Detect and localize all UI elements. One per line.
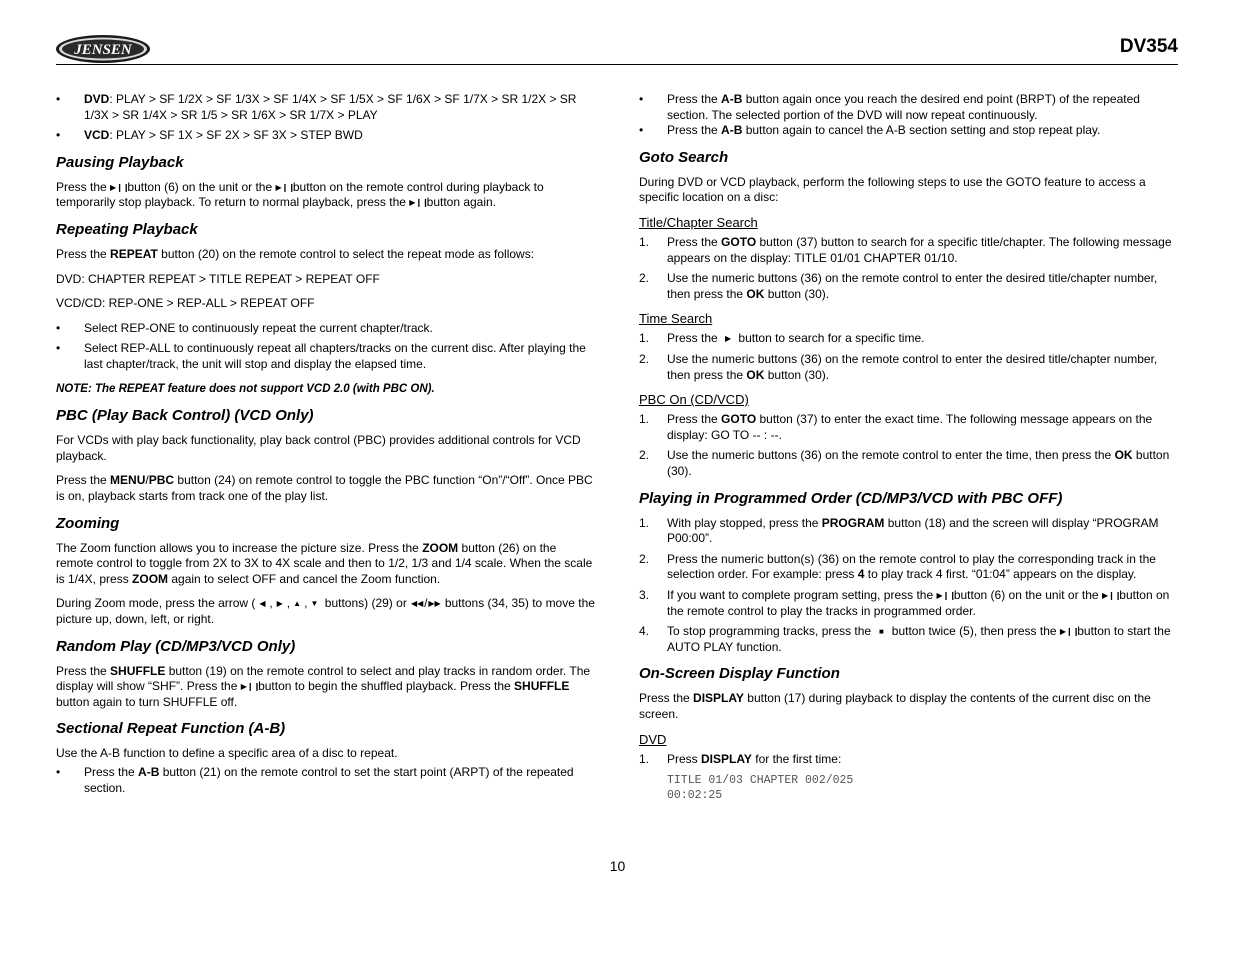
play-pause-icon: ▶❙❙: [110, 182, 130, 192]
pbc-on-steps: [639, 412, 1179, 479]
jensen-logo-text: JENSEN: [74, 42, 132, 58]
heading-goto: Goto Search: [639, 148, 729, 166]
list-item: • Select REP-ALL to continuously repeat all chapters/tracks on the current disc. After playing the last chapter/track, the unit will stop and display the elapsed time.: [56, 341, 586, 371]
list-item: 2. Use the numeric buttons (36) on the remote control to enter the time, then press the OK button (30).: [639, 448, 1170, 478]
repeat-vcd-modes: VCD/CD: REP-ONE > REP-ALL > REPEAT OFF: [56, 296, 315, 311]
list-item: 3. If you want to complete program setting, press the ▶❙❙ button (6) on the unit or the ▶❙❙ button on the remote control to play the tracks in programmed order.: [639, 587, 1170, 618]
random-text: Press the SHUFFLE button (19) on the remote control to select and play tracks in random order. The display will show “SHF”. Press the ▶❙❙ button to begin the shuffled playback. Press the SHUFFLE button again to turn SHUFFLE off.: [56, 663, 591, 709]
pausing-text: Press the ▶❙❙ button (6) on the unit or the ▶❙❙ button on the remote control during playback to temporarily stop playback. To return to normal playback, press the ▶❙❙ button again.: [56, 179, 544, 210]
subheading-time-search: Time Search: [639, 311, 713, 327]
repeat-list: [56, 321, 596, 373]
list-item: 1. With play stopped, press the PROGRAM button (18) and the screen will display “PROGRAM P00:00”.: [639, 515, 1159, 546]
speed-list: [56, 92, 596, 144]
subheading-pbc-on: PBC On (CD/VCD): [639, 392, 749, 408]
header-rule: [56, 64, 1178, 65]
ab-list: [639, 92, 1179, 139]
osd-text: Press the DISPLAY button (17) during playback to display the contents of the current disc on the screen.: [639, 691, 1151, 721]
list-item: 1. Press DISPLAY for the first time:: [639, 751, 842, 766]
play-pause-icon: ▶❙❙: [1059, 627, 1080, 637]
model-number: DV354: [1119, 36, 1178, 57]
stop-icon: ■: [879, 627, 884, 637]
heading-programmed: Playing in Programmed Order (CD/MP3/VCD with PBC OFF): [639, 489, 1063, 507]
heading-sectional: Sectional Repeat Function (A-B): [56, 720, 286, 738]
arrow-down-icon: ▼: [310, 599, 319, 609]
osd-line-2: 00:02:25: [667, 789, 723, 803]
heading-osd: On-Screen Display Function: [639, 665, 840, 683]
list-item: • Press the A-B button again once you reach the desired end point (BRPT) of the repeated section. The selected portion of the DVD will now repeat continuously.: [639, 92, 1140, 122]
list-item: • Press the A-B button (21) on the remote control to set the start point (ARPT) of the repeated section.: [56, 764, 574, 795]
subheading-title-chapter: Title/Chapter Search: [639, 214, 758, 230]
arrow-right-icon: ▶: [276, 599, 283, 609]
zoom-text-2: During Zoom mode, press the arrow ( ◀ , ▶ , ▲ , ▼ buttons) (29) or ◀◀/▶▶ buttons (34, 35) to move the picture up, down, left, or right.: [56, 596, 595, 626]
play-pause-icon: ▶❙❙: [275, 182, 296, 192]
heading-random: Random Play (CD/MP3/VCD Only): [56, 637, 296, 655]
sectional-list: [56, 765, 596, 796]
osd-steps: [639, 752, 1179, 768]
list-item: • Press the A-B button again to cancel the A-B section setting and stop repeat play.: [639, 123, 1101, 138]
sectional-text: Use the A-B function to define a specific area of a disc to repeat.: [56, 746, 398, 761]
arrow-left-icon: ◀: [259, 599, 266, 609]
right-column: [639, 92, 1179, 803]
zoom-text-1: The Zoom function allows you to increase the picture size. Press the ZOOM button (26) on the remote control to toggle from 2X to 3X to 4X scale and then to 1/2, 1/3 and 1/4 scale. When the scale is 1/4X, press ZOOM again to select OFF and cancel the Zoom function.: [56, 540, 593, 586]
list-item: 1. Press the ▶ button to search for a specific time.: [639, 331, 925, 346]
list-item: • DVD: PLAY > SF 1/2X > SF 1/3X > SF 1/4X > SF 1/5X > SF 1/6X > SF 1/7X > SR 1/2X > SR 1/3X > SR 1/4X > SR 1/5 > SR 1/6X > SR 1/7X > PLAY: [56, 92, 577, 122]
play-pause-icon: ▶❙❙: [936, 590, 957, 600]
rewind-icon: ◀◀: [411, 599, 424, 609]
page-number: 10: [609, 858, 626, 874]
pbc-text-2: Press the MENU/PBC button (24) on remote control to toggle the PBC function “On”/“Off”. Once PBC is on, playback starts from track one of the play list.: [56, 473, 593, 503]
repeat-note: NOTE: The REPEAT feature does not support VCD 2.0 (with PBC ON).: [56, 382, 435, 395]
play-pause-icon: ▶❙❙: [409, 198, 429, 208]
fast-forward-icon: ▶▶: [428, 599, 441, 609]
programmed-steps: [639, 516, 1179, 656]
osd-display-sample: [667, 773, 1179, 803]
list-item: • VCD: PLAY > SF 1X > SF 2X > SF 3X > STEP BWD: [56, 128, 363, 143]
heading-repeating: Repeating Playback: [56, 221, 198, 239]
osd-line-1: TITLE 01/03 CHAPTER 002/025: [667, 774, 854, 788]
repeating-text: Press the REPEAT button (20) on the remote control to select the repeat mode as follows:: [56, 247, 535, 262]
arrow-up-icon: ▲: [293, 599, 302, 609]
list-item: 2. Use the numeric buttons (36) on the remote control to enter the desired title/chapter number, then press the OK button (30).: [639, 351, 1158, 382]
play-pause-icon: ▶❙❙: [240, 682, 261, 692]
list-item: 2. Use the numeric buttons (36) on the remote control to enter the desired title/chapter number, then press the OK button (30).: [639, 271, 1158, 301]
list-item: 4. To stop programming tracks, press the ■ button twice (5), then press the ▶❙❙ button to start the AUTO PLAY function.: [639, 624, 1171, 654]
list-item: 2. Press the numeric button(s) (36) on the remote control to play the corresponding track in the selection order. For example: press 4 to play track 4 first. “01:04” appears on the display.: [639, 551, 1156, 582]
list-item: 1. Press the GOTO button (37) button to search for a specific title/chapter. The following message appears on the display: TITLE 01/01 CHAPTER 01/10.: [639, 234, 1172, 265]
pbc-text-1: For VCDs with play back functionality, play back control (PBC) provides additional controls for VCD playback.: [56, 433, 581, 463]
subheading-dvd: DVD: [639, 731, 667, 747]
jensen-logo: [54, 33, 152, 65]
list-item: 1. Press the GOTO button (37) to enter the exact time. The following message appears on the display: GO TO -- : --.: [639, 412, 1153, 442]
repeat-dvd-modes: DVD: CHAPTER REPEAT > TITLE REPEAT > REPEAT OFF: [56, 271, 380, 286]
heading-zooming: Zooming: [56, 514, 120, 532]
goto-text: During DVD or VCD playback, perform the following steps to use the GOTO feature to access a specific location on a disc:: [639, 174, 1146, 205]
left-column: [56, 92, 596, 805]
heading-pbc: PBC (Play Back Control) (VCD Only): [56, 407, 314, 425]
time-search-steps: [639, 331, 1179, 383]
list-item: • Select REP-ONE to continuously repeat the current chapter/track.: [56, 320, 433, 335]
play-icon: ▶: [724, 334, 732, 344]
title-chapter-steps: [639, 235, 1179, 302]
heading-pausing: Pausing Playback: [56, 153, 184, 171]
play-pause-icon: ▶❙❙: [1101, 590, 1122, 600]
